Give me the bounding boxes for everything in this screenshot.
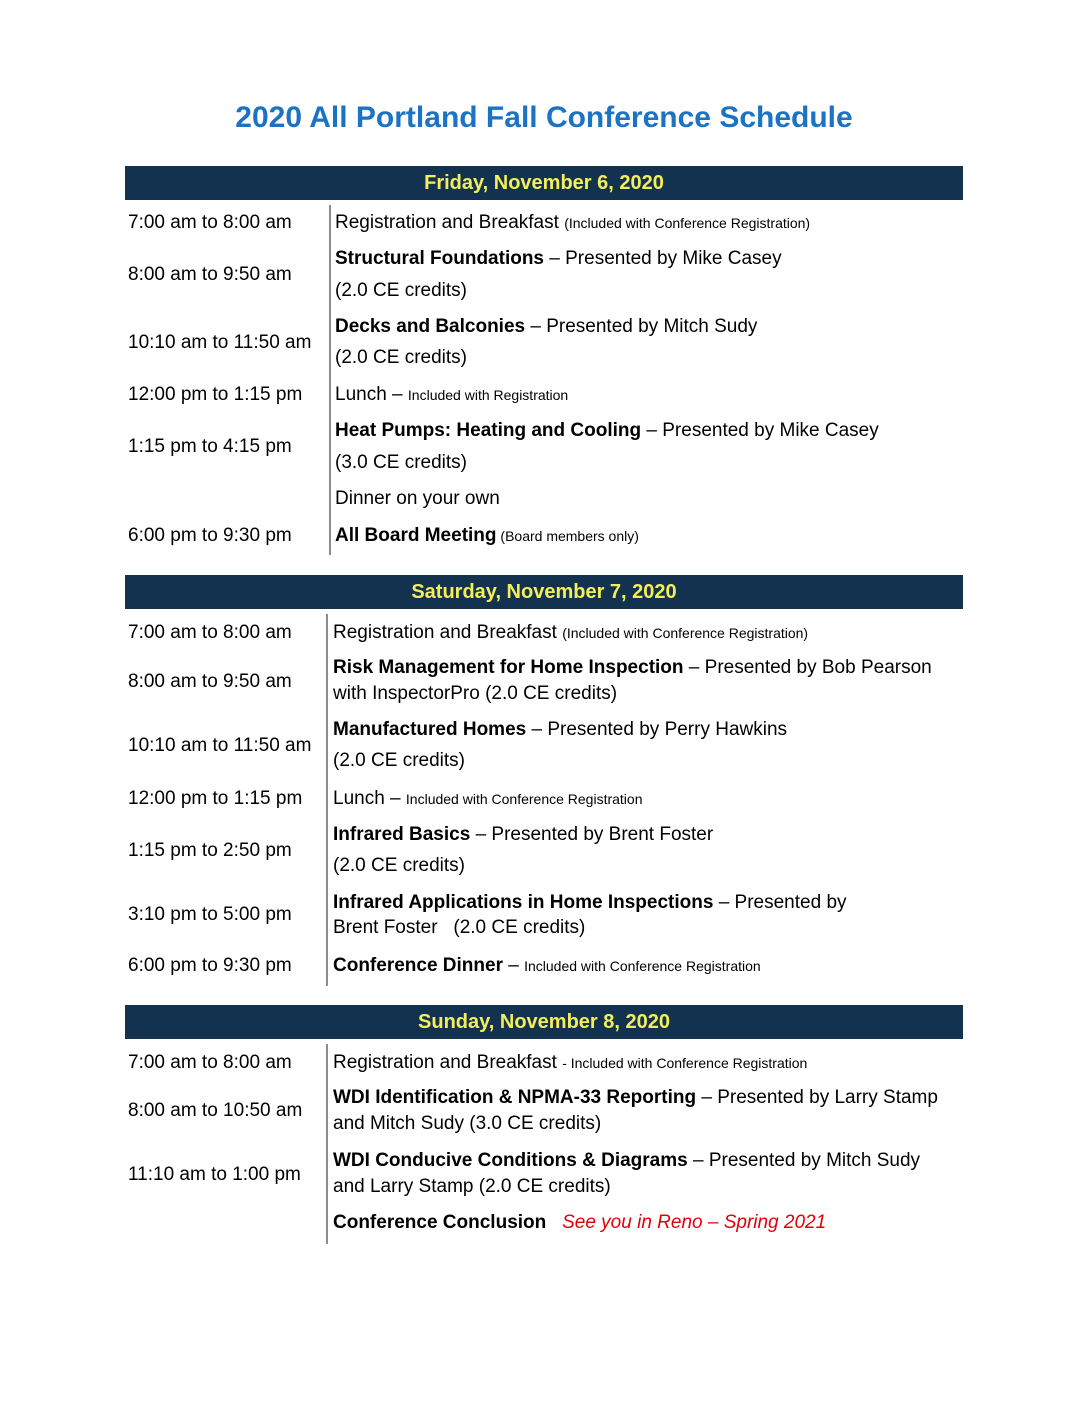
event-cell: Infrared Applications in Home Inspections – Presented by — [333, 892, 847, 913]
time-cell: 8:00 am to 9:50 am — [128, 671, 292, 692]
day-header-sunday: Sunday, November 8, 2020 — [125, 1005, 963, 1039]
event-cell: Decks and Balconies – Presented by Mitch Sudy — [335, 316, 758, 337]
event-cell: Dinner on your own — [335, 488, 500, 509]
time-cell: 6:00 pm to 9:30 pm — [128, 525, 292, 546]
event-cell: Conference Dinner – Included with Conference Registration — [333, 955, 761, 976]
time-cell: 1:15 pm to 4:15 pm — [128, 436, 292, 457]
event-cell: Registration and Breakfast - Included with Conference Registration — [333, 1052, 808, 1073]
event-cell: Infrared Basics – Presented by Brent Foster — [333, 824, 714, 845]
event-credits: and Mitch Sudy (3.0 CE credits) — [333, 1113, 602, 1134]
event-credits: (2.0 CE credits) — [335, 280, 467, 301]
time-cell: 6:00 pm to 9:30 pm — [128, 955, 292, 976]
event-cell: Lunch – Included with Conference Registration — [333, 788, 643, 809]
time-cell: 1:15 pm to 2:50 pm — [128, 840, 292, 861]
day-header-friday: Friday, November 6, 2020 — [125, 166, 963, 200]
event-cell: Conference Conclusion See you in Reno – Spring 2021 — [333, 1212, 827, 1233]
event-cell: WDI Identification & NPMA-33 Reporting – Presented by Larry Stamp — [333, 1087, 938, 1108]
time-cell: 12:00 pm to 1:15 pm — [128, 384, 303, 405]
time-cell: 10:10 am to 11:50 am — [128, 332, 312, 353]
time-cell: 8:00 am to 9:50 am — [128, 264, 292, 285]
event-cell: Manufactured Homes – Presented by Perry Hawkins — [333, 719, 788, 740]
time-cell: 8:00 am to 10:50 am — [128, 1100, 303, 1121]
event-cell: All Board Meeting (Board members only) — [335, 525, 639, 546]
event-credits: (2.0 CE credits) — [335, 347, 467, 368]
page-title: 2020 All Portland Fall Conference Schedule — [235, 101, 853, 134]
time-cell: 12:00 pm to 1:15 pm — [128, 788, 303, 809]
event-credits: (3.0 CE credits) — [335, 452, 467, 473]
time-cell: 7:00 am to 8:00 am — [128, 622, 292, 643]
time-cell: 7:00 am to 8:00 am — [128, 212, 292, 233]
event-credits: and Larry Stamp (2.0 CE credits) — [333, 1176, 611, 1197]
event-cell: Registration and Breakfast (Included with Conference Registration) — [333, 622, 809, 643]
event-cell: Lunch – Included with Registration — [335, 384, 569, 405]
closing-note: See you in Reno – Spring 2021 — [562, 1212, 827, 1233]
event-credits: (2.0 CE credits) — [333, 855, 465, 876]
event-cell: Structural Foundations – Presented by Mike Casey — [335, 248, 782, 269]
day-header-saturday: Saturday, November 7, 2020 — [125, 575, 963, 609]
column-divider — [326, 1044, 328, 1244]
column-divider — [326, 614, 328, 986]
time-cell: 10:10 am to 11:50 am — [128, 735, 312, 756]
event-cell: Heat Pumps: Heating and Cooling – Presented by Mike Casey — [335, 420, 879, 441]
event-credits: (2.0 CE credits) — [333, 750, 465, 771]
event-cell: Risk Management for Home Inspection – Presented by Bob Pearson — [333, 657, 932, 678]
event-cell: WDI Conducive Conditions & Diagrams – Presented by Mitch Sudy — [333, 1150, 921, 1171]
event-credits: with InspectorPro (2.0 CE credits) — [333, 683, 618, 704]
column-divider — [329, 205, 331, 555]
event-cell: Registration and Breakfast (Included with Conference Registration) — [335, 212, 811, 233]
time-cell: 7:00 am to 8:00 am — [128, 1052, 292, 1073]
time-cell: 11:10 am to 1:00 pm — [128, 1164, 301, 1185]
time-cell: 3:10 pm to 5:00 pm — [128, 904, 292, 925]
event-credits: Brent Foster (2.0 CE credits) — [333, 917, 586, 938]
